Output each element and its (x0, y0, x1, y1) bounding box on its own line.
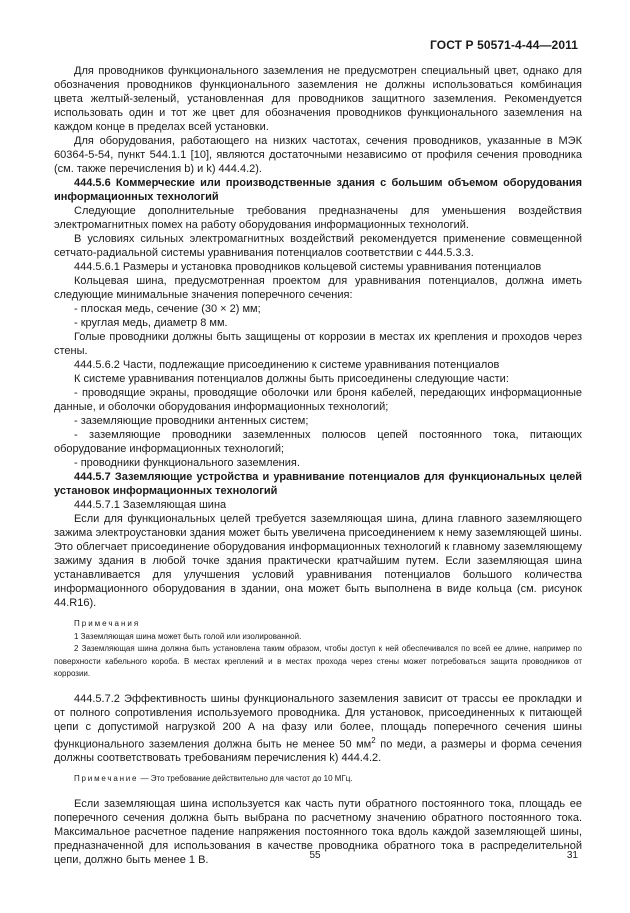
paragraph: Для проводников функционального заземления не предусмотрен специальный цвет, однако для обозначения проводников функционального заземления не должны использоваться комбинация цвета желтый-зеленый, установленная для проводников защитного заземления. Рекомендуется использовать один и тот же цвет для обозначения проводников функционального заземления на каждом конце в пределах всей установки. (54, 65, 582, 133)
list-item: - заземляющие проводники заземленных полюсов цепей постоянного тока, питающих оборудование информационных технологий; (54, 429, 582, 455)
paragraph: Если для функциональных целей требуется заземляющая шина, длина главного заземляющего зажима электроустановки здания может быть увеличена присоединением к нему заземляющей шины. Это облегчает присоединение оборудования информационных технологий к главному заземляющему зажиму здания в любой точке здания практически кратчайшим путем. Если заземляющая шина устанавливается для улучшения условий уравнивания потенциалов большого количества информационного оборудования в здании, она может быть выполнена в виде кольца (см. рисунок 44.R16). (54, 513, 582, 609)
paragraph: К системе уравнивания потенциалов должны быть присоединены следующие части: (74, 373, 509, 385)
note-label: Примечание (74, 774, 139, 784)
superscript: 2 (371, 735, 376, 745)
page-number-right: 31 (566, 850, 578, 861)
note-text: — Это требование действительно для частот до 10 МГц. (138, 774, 353, 784)
subsection-heading: 444.5.6.2 Части, подлежащие присоединению к системе уравнивания потенциалов (74, 359, 500, 371)
list-item: - круглая медь, диаметр 8 мм. (74, 317, 228, 329)
page-body (54, 64, 582, 867)
note: 2 Заземляющая шина должна быть установлена таким образом, чтобы доступ к ней обеспечивался по всей ее длине, например по поверхности кабельного короба. В местах креплений и в местах прохода через стены может потребоваться защита проводников от коррозии. (54, 644, 582, 678)
paragraph: Если заземляющая шина используется как часть пути обратного постоянного тока, площадь ее поперечного сечения должна быть выбрана по расчетному значению обратного постоянного тока. Максимальное расчетное падение напряжения постоянного тока вдоль каждой заземляющей шины, предназначенной для использования в качестве проводника обратного тока в распределительной цепи, должно быть менее 1 В. (54, 797, 582, 866)
paragraph: Кольцевая шина, предусмотренная проектом для уравнивания потенциалов, должна иметь следующие минимальные значения поперечного сечения: (54, 275, 582, 301)
paragraph: Для оборудования, работающего на низких частотах, сечения проводников, указанные в МЭК 60364-5-54, пункт 544.1.1 [10], являются достаточными независимо от профиля сечения проводника (см. также перечисления b) и k) 444.4.2). (54, 135, 582, 175)
list-item: - плоская медь, сечение (30 × 2) мм; (74, 303, 261, 315)
notes-title: Примечания (74, 619, 141, 628)
paragraph (54, 692, 582, 766)
list-item: - проводники функционального заземления. (74, 457, 300, 469)
document-header: ГОСТ Р 50571-4-44—2011 (430, 38, 578, 52)
section-heading: 444.5.7 Заземляющие устройства и уравнивание потенциалов для функциональных целей установок информационных технологий (54, 471, 582, 497)
paragraph-text: по меди, а размеры и форма сечения должны соответствовать требованиям перечисления k) 444.4.2. (54, 738, 583, 765)
paragraph-text: 444.5.7.2 Эффективность шины функционального заземления зависит от трассы ее прокладки и от полного сопротивления используемого проводника. Для установок, присоединенных к питающей цепи с допустимой нагрузкой 200 А на фазу или более, площадь поперечного сечения шины функционального заземления должна быть не менее 50 мм (54, 692, 582, 751)
subsection-heading: 444.5.6.1 Размеры и установка проводников кольцевой системы уравнивания потенциалов (74, 261, 542, 273)
subsection-heading: 444.5.7.1 Заземляющая шина (74, 499, 227, 511)
note (54, 773, 582, 786)
note: 1 Заземляющая шина может быть голой или изолированной. (74, 631, 302, 641)
list-item: - заземляющие проводники антенных систем; (74, 415, 309, 427)
paragraph: Голые проводники должны быть защищены от коррозии в местах их крепления и проходов через стены. (54, 331, 582, 357)
paragraph: В условиях сильных электромагнитных воздействий рекомендуется применение совмещенной сетчато-радиальной системы уравнивания потенциалов соответствии с 444.5.3.3. (54, 233, 582, 259)
paragraph: Следующие дополнительные требования предназначены для уменьшения воздействия электромагнитных помех на работу оборудования информационных технологий. (54, 205, 582, 231)
section-heading: 444.5.6 Коммерческие или производственные здания с большим объемом оборудования информационных технологий (54, 177, 582, 203)
list-item: - проводящие экраны, проводящие оболочки или броня кабелей, передающих информационные данные, и оболочки оборудования информационных технологий; (54, 387, 582, 413)
page-number-center: 55 (309, 850, 321, 861)
